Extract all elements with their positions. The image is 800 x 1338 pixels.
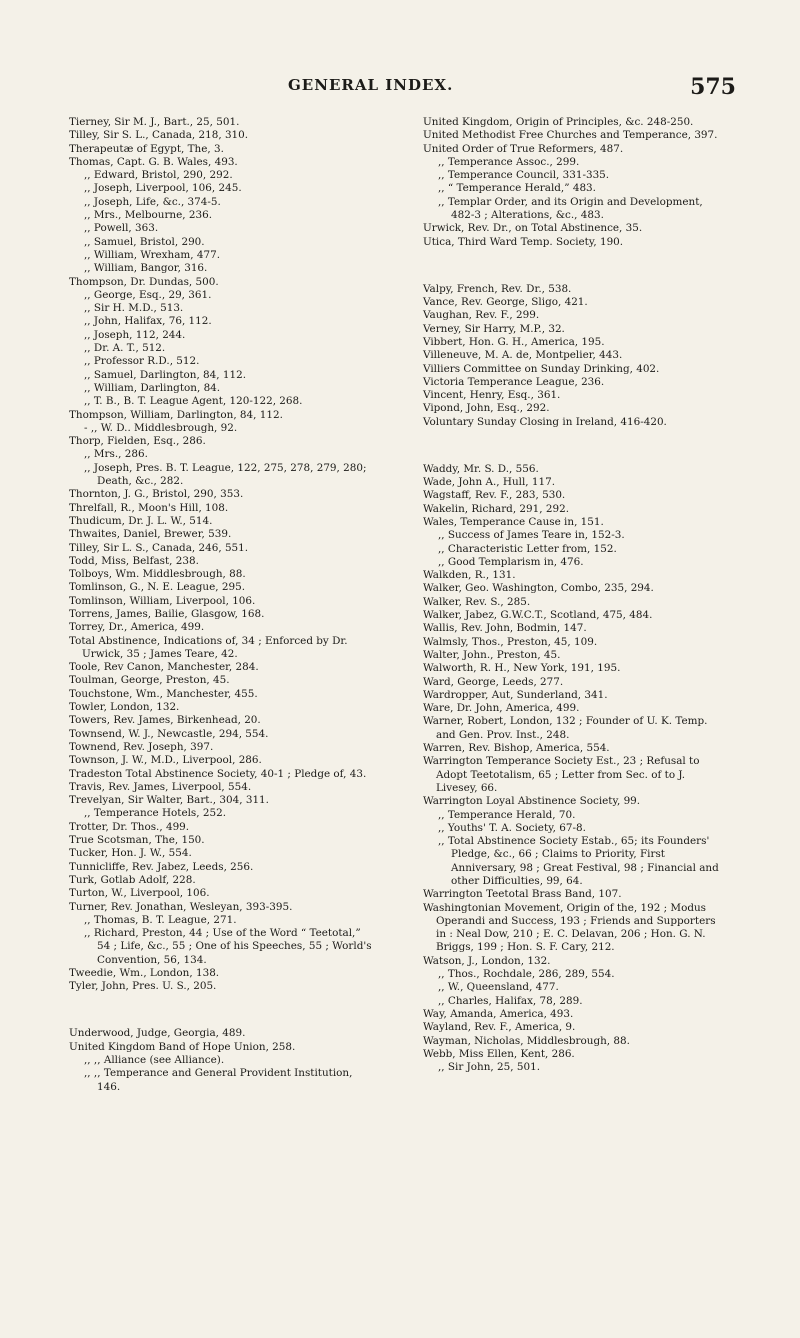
index-entry: Verney, Sir Harry, M.P., 32. bbox=[423, 322, 565, 335]
index-entry: Utica, Third Ward Temp. Society, 190. bbox=[423, 235, 624, 248]
index-subentry: ,, Mrs., 286. bbox=[84, 448, 148, 461]
index-entry: Warner, Robert, London, 132 ; Founder of U. K. Temp. and Gen. Prov. Inst., 248. bbox=[423, 715, 708, 741]
index-subentry: ,, John, Halifax, 76, 112. bbox=[84, 315, 212, 328]
index-entry: Trotter, Dr. Thos., 499. bbox=[69, 820, 190, 833]
index-entry: Walker, Rev. S., 285. bbox=[423, 595, 531, 608]
index-entry: Townson, J. W., M.D., Liverpool, 286. bbox=[69, 754, 262, 767]
index-entry: Tweedie, Wm., London, 138. bbox=[69, 967, 220, 979]
index-entry: Thornton, J. G., Bristol, 290, 353. bbox=[69, 488, 244, 501]
index-entry: Townsend, W. J., Newcastle, 294, 554. bbox=[69, 727, 269, 740]
index-subentry: ,, Total Abstinence Society Estab., 65; its Founders' Pledge, &c., 66 ; Claims to Priority, First Anniversary, 98 ; Great Festival, 98 ; Financial and other Difficulties, 99, 64. bbox=[438, 835, 719, 887]
index-subentry: ,, W., Queensland, 477. bbox=[438, 981, 559, 994]
index-subentry: ,, George, Esq., 29, 361. bbox=[84, 288, 212, 301]
index-entry: Victoria Temperance League, 236. bbox=[423, 375, 605, 388]
index-entry: Vaughan, Rev. F., 299. bbox=[423, 309, 540, 322]
index-entry: Turk, Gotlab Adolf, 228. bbox=[69, 873, 196, 886]
index-entry: Vincent, Henry, Esq., 361. bbox=[423, 389, 561, 402]
index-entry: Tolboys, Wm. Middlesbrough, 88. bbox=[69, 568, 246, 581]
index-entry: Wales, Temperance Cause in, 151. bbox=[423, 515, 604, 528]
index-entry: Villiers Committee on Sunday Drinking, 402. bbox=[423, 362, 660, 375]
index-entry: Villeneuve, M. A. de, Montpelier, 443. bbox=[423, 349, 623, 362]
index-subentry: ,, Thos., Rochdale, 286, 289, 554. bbox=[438, 968, 615, 981]
index-entry: Warrington Loyal Abstinence Society, 99. bbox=[423, 795, 641, 808]
index-entry: Wayland, Rev. F., America, 9. bbox=[423, 1021, 576, 1034]
index-subentry: ,, Temperance Hotels, 252. bbox=[84, 807, 226, 820]
section-gap bbox=[423, 439, 726, 452]
index-subentry: ,, “ Temperance Herald,” 483. bbox=[438, 182, 596, 195]
page-number: 575 bbox=[690, 74, 736, 100]
index-entry: Vance, Rev. George, Sligo, 421. bbox=[423, 296, 588, 309]
index-entry: Warren, Rev. Bishop, America, 554. bbox=[423, 742, 610, 755]
index-entry: Wakelin, Richard, 291, 292. bbox=[423, 502, 570, 515]
index-subentry: ,, Edward, Bristol, 290, 292. bbox=[84, 169, 233, 182]
index-entry: Travis, Rev. James, Liverpool, 554. bbox=[69, 780, 252, 793]
index-entry: Washingtonian Movement, Origin of the, 192 ; Modus Operandi and Success, 193 ; Friends and Supporters in : Neal Dow, 210 ; E. C. Delavan, 206 ; Hon. G. N. Briggs, 199 ; Hon. S. F. Cary, 212. bbox=[423, 901, 716, 954]
index-subentry: ,, Samuel, Bristol, 290. bbox=[84, 235, 205, 248]
index-entry: Tunnicliffe, Rev. Jabez, Leeds, 256. bbox=[69, 860, 254, 873]
index-entry: Thwaites, Daniel, Brewer, 539. bbox=[69, 528, 232, 541]
index-entry: Urwick, Rev. Dr., on Total Abstinence, 35. bbox=[423, 222, 643, 235]
index-subentry: ,, William, Darlington, 84. bbox=[84, 381, 221, 394]
index-entry: Vibbert, Hon. G. H., America, 195. bbox=[423, 335, 605, 348]
page-header bbox=[60, 74, 740, 108]
index-entry: Tomlinson, G., N. E. League, 295. bbox=[69, 581, 245, 594]
index-subentry: - ,, W. D.. Middlesbrough, 92. bbox=[84, 421, 238, 434]
index-subentry: ,, Joseph, Life, &c., 374-5. bbox=[84, 195, 221, 208]
index-subentry: ,, Joseph, 112, 244. bbox=[84, 328, 186, 341]
index-entry: Thorp, Fielden, Esq., 286. bbox=[69, 435, 206, 448]
index-subentry: ,, Thomas, B. T. League, 271. bbox=[84, 913, 237, 926]
index-entry: Turner, Rev. Jonathan, Wesleyan, 393-395. bbox=[69, 900, 293, 913]
index-subentry: ,, Powell, 363. bbox=[84, 222, 159, 235]
index-entry: Wallis, Rev. John, Bodmin, 147. bbox=[423, 622, 587, 635]
index-subentry: ,, Richard, Preston, 44 ; Use of the Word “ Teetotal,” 54 ; Life, &c., 55 ; One of his Speeches, 55 ; World's Convention, 56, 134. bbox=[84, 927, 372, 966]
index-subentry: ,, Joseph, Pres. B. T. League, 122, 275, 278, 279, 280; Death, &c., 282. bbox=[84, 461, 367, 488]
index-entry: Tomlinson, William, Liverpool, 106. bbox=[69, 594, 256, 607]
index-subentry: ,, Sir H. M.D., 513. bbox=[84, 302, 184, 315]
index-entry: Wayman, Nicholas, Middlesbrough, 88. bbox=[423, 1034, 630, 1047]
index-column-left bbox=[69, 116, 372, 1094]
index-subentry: ,, Temperance Herald, 70. bbox=[438, 808, 576, 821]
index-entry: Watson, J., London, 132. bbox=[423, 954, 551, 967]
index-entry: Walter, John., Preston, 45. bbox=[423, 648, 561, 661]
section-gap bbox=[423, 259, 726, 272]
index-entry: Warrington Teetotal Brass Band, 107. bbox=[423, 888, 622, 901]
index-subentry: ,, Youths' T. A. Society, 67-8. bbox=[438, 821, 586, 834]
index-entry: Turton, W., Liverpool, 106. bbox=[69, 887, 210, 900]
index-subentry: ,, Sir John, 25, 501. bbox=[438, 1061, 540, 1074]
index-entry: Thudicum, Dr. J. L. W., 514. bbox=[69, 514, 213, 527]
index-entry: Townend, Rev. Joseph, 397. bbox=[69, 740, 214, 753]
index-entry: Underwood, Judge, Georgia, 489. bbox=[69, 1027, 246, 1040]
index-subentry: ,, Templar Order, and its Origin and Development, 482-3 ; Alterations, &c., 483. bbox=[438, 195, 703, 222]
index-entry: Therapeutæ of Egypt, The, 3. bbox=[69, 142, 224, 155]
index-subentry: ,, Samuel, Darlington, 84, 112. bbox=[84, 368, 247, 381]
index-subentry: ,, Characteristic Letter from, 152. bbox=[438, 542, 617, 555]
index-entry: Todd, Miss, Belfast, 238. bbox=[69, 554, 199, 567]
index-entry: United Kingdom Band of Hope Union, 258. bbox=[69, 1040, 296, 1053]
index-subentry: ,, T. B., B. T. League Agent, 120-122, 268. bbox=[84, 395, 303, 408]
index-entry: Trevelyan, Sir Walter, Bart., 304, 311. bbox=[69, 794, 269, 807]
index-entry: Valpy, French, Rev. Dr., 538. bbox=[423, 282, 572, 295]
index-entry: True Scotsman, The, 150. bbox=[69, 834, 205, 847]
index-entry: Walmsly, Thos., Preston, 45, 109. bbox=[423, 635, 598, 648]
index-entry: Tilley, Sir S. L., Canada, 218, 310. bbox=[69, 129, 249, 142]
index-subentry: ,, William, Bangor, 316. bbox=[84, 262, 208, 275]
index-entry: Torrens, James, Bailie, Glasgow, 168. bbox=[69, 607, 265, 620]
index-entry: Voluntary Sunday Closing in Ireland, 416-420. bbox=[423, 415, 667, 428]
index-entry: Thompson, William, Darlington, 84, 112. bbox=[69, 408, 283, 421]
index-subentry: ,, Charles, Halifax, 78, 289. bbox=[438, 994, 583, 1007]
index-entry: Waddy, Mr. S. D., 556. bbox=[423, 462, 539, 475]
index-subentry: ,, Temperance Assoc., 299. bbox=[438, 155, 580, 168]
index-entry: Walker, Jabez, G.W.C.T., Scotland, 475, 484. bbox=[423, 609, 653, 622]
index-entry: Walworth, R. H., New York, 191, 195. bbox=[423, 662, 621, 675]
index-entry: Tyler, John, Pres. U. S., 205. bbox=[69, 980, 217, 993]
index-subentry: ,, Dr. A. T., 512. bbox=[84, 342, 166, 355]
index-entry: Towler, London, 132. bbox=[69, 701, 180, 714]
index-subentry: ,, Professor R.D., 512. bbox=[84, 355, 200, 368]
index-subentry: ,, Joseph, Liverpool, 106, 245. bbox=[84, 182, 242, 195]
index-entry: United Methodist Free Churches and Temperance, 397. bbox=[423, 129, 718, 142]
index-column-right bbox=[423, 116, 726, 1074]
index-entry: Vipond, John, Esq., 292. bbox=[423, 402, 550, 415]
index-entry: Webb, Miss Ellen, Kent, 286. bbox=[423, 1047, 575, 1060]
index-entry: Wagstaff, Rev. F., 283, 530. bbox=[423, 489, 566, 502]
index-entry: Way, Amanda, America, 493. bbox=[423, 1007, 574, 1020]
index-entry: Wardropper, Aut, Sunderland, 341. bbox=[423, 688, 608, 701]
index-subentry: ,, ,, Temperance and General Provident Institution, 146. bbox=[84, 1067, 353, 1093]
index-subentry: ,, Mrs., Melbourne, 236. bbox=[84, 209, 213, 222]
index-entry: Total Abstinence, Indications of, 34 ; Enforced by Dr. Urwick, 35 ; James Teare, 42. bbox=[69, 634, 348, 660]
index-subentry: ,, William, Wrexham, 477. bbox=[84, 248, 221, 261]
index-entry: Tilley, Sir L. S., Canada, 246, 551. bbox=[69, 541, 249, 554]
index-subentry: ,, Good Templarism in, 476. bbox=[438, 555, 584, 568]
index-entry: Tradeston Total Abstinence Society, 40-1 ; Pledge of, 43. bbox=[69, 767, 367, 780]
index-entry: Warrington Temperance Society Est., 23 ; Refusal to Adopt Teetotalism, 65 ; Letter from Sec. of to J. Livesey, 66. bbox=[423, 755, 700, 794]
index-entry: Walkden, R., 131. bbox=[423, 569, 516, 582]
index-entry: Tucker, Hon. J. W., 554. bbox=[69, 847, 192, 860]
index-entry: Thomas, Capt. G. B. Wales, 493. bbox=[69, 155, 238, 168]
index-entry: Wade, John A., Hull, 117. bbox=[423, 476, 556, 489]
index-entry: Ware, Dr. John, America, 499. bbox=[423, 702, 580, 715]
index-entry: Ward, George, Leeds, 277. bbox=[423, 675, 564, 688]
index-entry: Tierney, Sir M. J., Bart., 25, 501. bbox=[69, 116, 240, 128]
index-subentry: ,, Temperance Council, 331-335. bbox=[438, 169, 610, 182]
index-entry: Touchstone, Wm., Manchester, 455. bbox=[69, 687, 258, 700]
index-subentry: ,, Success of James Teare in, 152-3. bbox=[438, 529, 625, 542]
index-entry: Threlfall, R., Moon's Hill, 108. bbox=[69, 501, 229, 514]
index-entry: Toole, Rev Canon, Manchester, 284. bbox=[69, 661, 259, 674]
index-entry: Torrey, Dr., America, 499. bbox=[69, 621, 205, 634]
running-head: GENERAL INDEX. bbox=[288, 76, 454, 94]
index-entry: United Kingdom, Origin of Principles, &c. 248-250. bbox=[423, 116, 694, 128]
index-entry: Thompson, Dr. Dundas, 500. bbox=[69, 275, 219, 288]
index-entry: Towers, Rev. James, Birkenhead, 20. bbox=[69, 714, 261, 727]
index-entry: Toulman, George, Preston, 45. bbox=[69, 674, 230, 687]
index-entry: United Order of True Reformers, 487. bbox=[423, 142, 624, 155]
index-subentry: ,, ,, Alliance (see Alliance). bbox=[84, 1053, 225, 1066]
section-gap bbox=[69, 1004, 372, 1017]
index-entry: Walker, Geo. Washington, Combo, 235, 294. bbox=[423, 582, 654, 595]
